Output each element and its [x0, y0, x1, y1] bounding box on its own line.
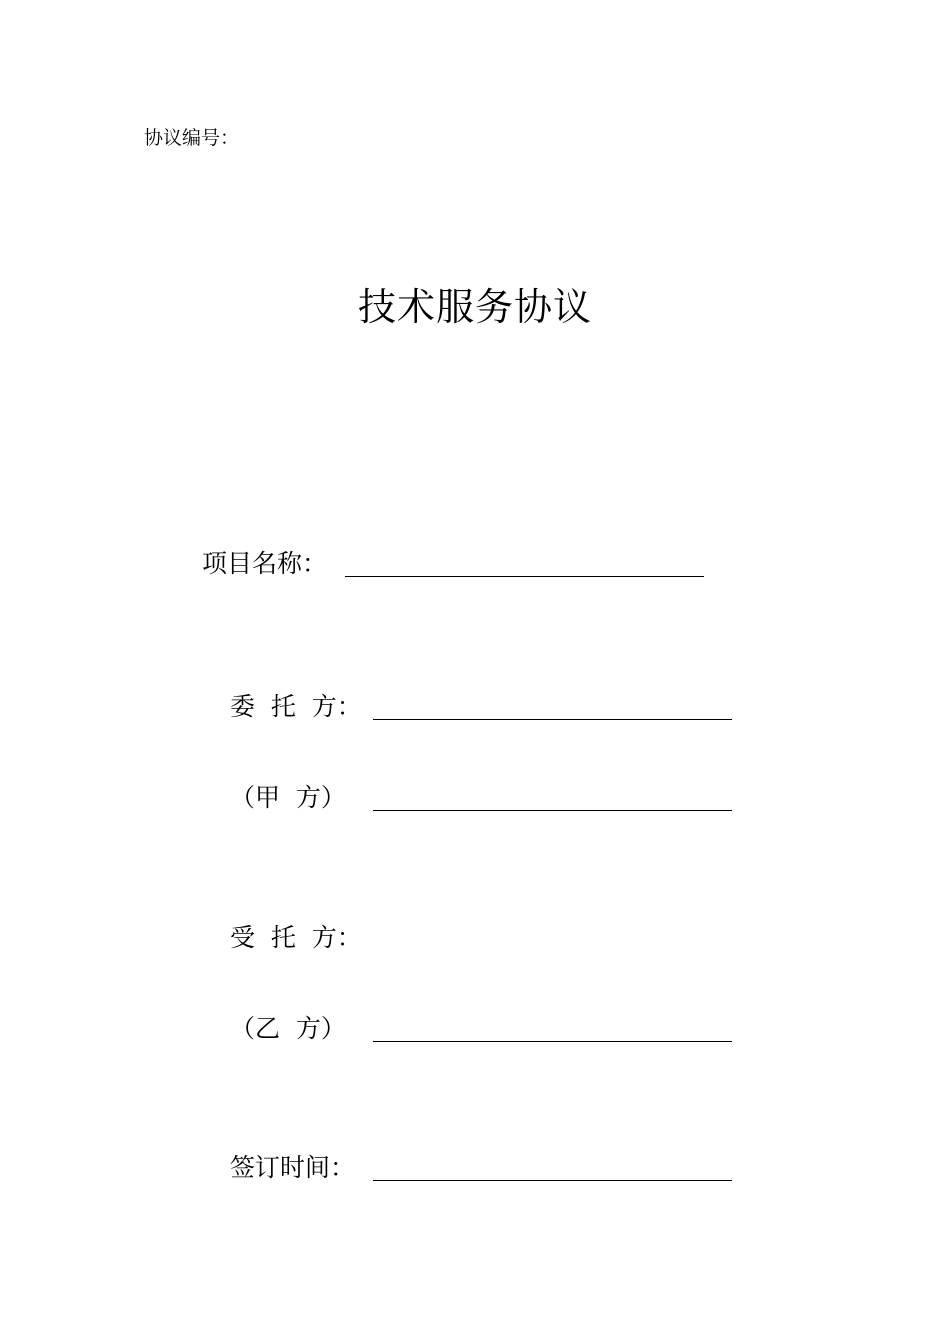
- agreement-number-label: 协议编号：: [144, 127, 240, 149]
- signing-date-underline: [373, 1180, 732, 1181]
- document-title: 技术服务协议: [357, 285, 592, 329]
- party-b-underline: [373, 1041, 732, 1042]
- contractor-label: 受 托 方：: [230, 923, 362, 952]
- client-underline: [373, 719, 732, 720]
- project-name-label: 项目名称：: [202, 549, 328, 578]
- client-label: 委 托 方：: [230, 692, 362, 721]
- project-name-underline: [345, 576, 704, 577]
- party-a-underline: [373, 810, 732, 811]
- signing-date-label: 签订时间：: [230, 1153, 356, 1182]
- party-b-label: （乙 方）: [230, 1014, 346, 1043]
- party-a-label: （甲 方）: [230, 783, 346, 812]
